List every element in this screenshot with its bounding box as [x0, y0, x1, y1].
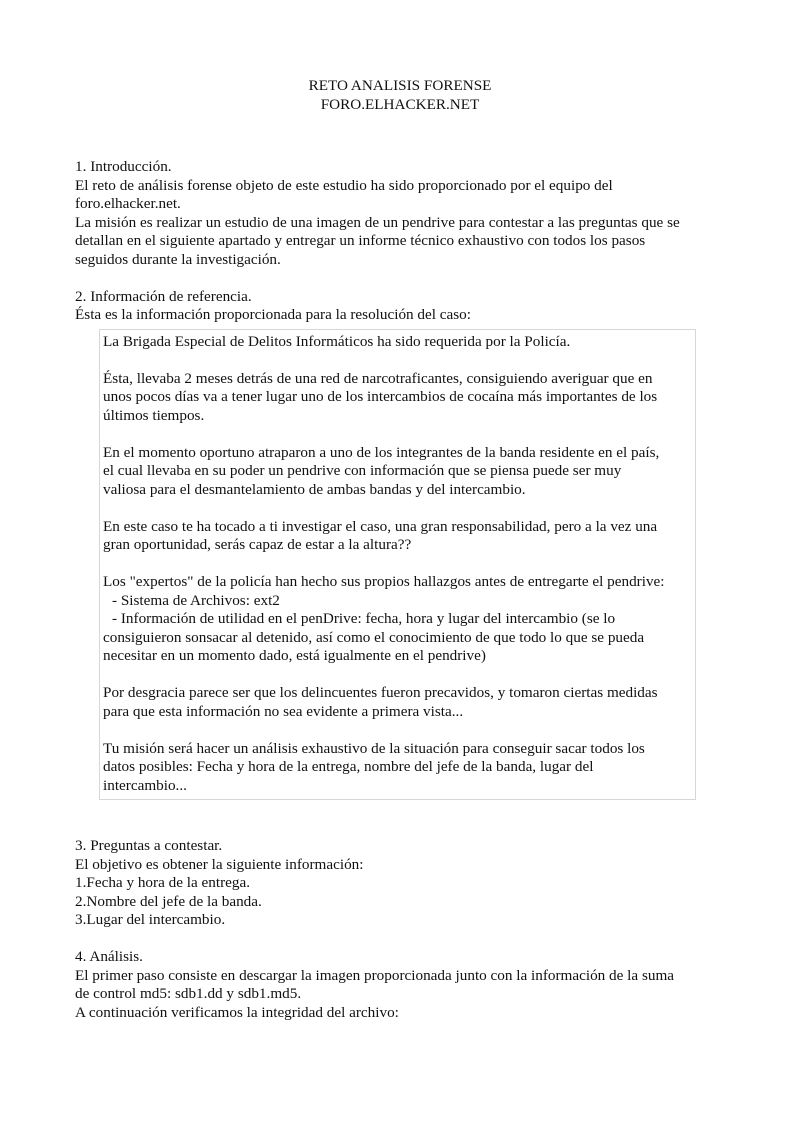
section-questions	[75, 837, 725, 930]
box-text-line: intercambio...	[103, 776, 187, 794]
title-line-1: RETO ANALISIS FORENSE	[308, 77, 492, 94]
box-text-line: últimos tiempos.	[103, 406, 205, 424]
box-text-line: En este caso te ha tocado a ti investigar el caso, una gran responsabilidad, pero a la vez una	[103, 517, 658, 535]
text-line: El reto de análisis forense objeto de este estudio ha sido proporcionado por el equipo del	[75, 176, 613, 194]
list-item: 1.Fecha y hora de la entrega.	[75, 874, 250, 891]
section-heading: 3. Preguntas a contestar.	[75, 837, 223, 854]
case-description-box	[99, 329, 696, 801]
box-text-line: gran oportunidad, serás capaz de estar a la altura??	[103, 536, 412, 553]
text-line: detallan en el siguiente apartado y entregar un informe técnico exhaustivo con todos los pasos	[75, 232, 646, 249]
text-line: foro.elhacker.net.	[75, 195, 181, 212]
section-reference	[75, 288, 725, 801]
list-item: 3.Lugar del intercambio.	[75, 911, 226, 928]
document-title	[75, 77, 725, 114]
section-heading: 2. Información de referencia.	[75, 287, 252, 305]
text-line: La misión es realizar un estudio de una imagen de un pendrive para contestar a las preguntas que se	[75, 213, 680, 231]
box-text-line: datos posibles: Fecha y hora de la entrega, nombre del jefe de la banda, lugar del	[103, 758, 594, 775]
box-text-line: - Información de utilidad en el penDrive: fecha, hora y lugar del intercambio (se lo	[112, 610, 616, 627]
box-text-line: Tu misión será hacer un análisis exhaustivo de la situación para conseguir sacar todos los	[103, 739, 645, 757]
box-text-line: el cual llevaba en su poder un pendrive con información que se piensa puede ser muy	[103, 462, 622, 479]
box-text-line: consiguieron sonsacar al detenido, así como el conocimiento de que todo lo que se pueda	[103, 628, 645, 646]
box-text-line: para que esta información no sea evidente a primera vista...	[103, 702, 464, 720]
document-page	[75, 77, 725, 1022]
title-line-2: FORO.ELHACKER.NET	[320, 95, 480, 113]
text-line: El objetivo es obtener la siguiente información:	[75, 855, 364, 873]
box-text-line: - Sistema de Archivos: ext2	[112, 591, 280, 609]
box-text-line: La Brigada Especial de Delitos Informáticos ha sido requerida por la Policía.	[103, 332, 571, 350]
box-text-line: valiosa para el desmantelamiento de ambas bandas y del intercambio.	[103, 480, 526, 498]
text-line: de control md5: sdb1.dd y sdb1.md5.	[75, 985, 302, 1002]
section-heading: 4. Análisis.	[75, 948, 143, 965]
box-text-line: Los "expertos" de la policía han hecho sus propios hallazgos antes de entregarte el pendrive:	[103, 573, 665, 590]
section-introduction	[75, 158, 725, 269]
box-text-line: necesitar en un momento dado, está igualmente en el pendrive)	[103, 647, 486, 664]
text-line: El primer paso consiste en descargar la imagen proporcionada junto con la información de la suma	[75, 966, 675, 984]
section-heading: 1. Introducción.	[75, 158, 172, 175]
box-text-line: unos pocos días va a tener lugar uno de los intercambios de cocaína más importantes de los	[103, 388, 658, 405]
text-line: A continuación verificamos la integridad del archivo:	[75, 1003, 399, 1021]
section-analysis	[75, 948, 725, 1022]
box-text-line: En el momento oportuno atraparon a uno de los integrantes de la banda residente en el país,	[103, 443, 660, 461]
box-text-line: Por desgracia parece ser que los delincuentes fueron precavidos, y tomaron ciertas medidas	[103, 684, 658, 701]
text-line: seguidos durante la investigación.	[75, 250, 281, 268]
list-item: 2.Nombre del jefe de la banda.	[75, 892, 262, 910]
text-line: Ésta es la información proporcionada para la resolución del caso:	[75, 306, 471, 323]
box-text-line: Ésta, llevaba 2 meses detrás de una red de narcotraficantes, consiguiendo averiguar que en	[103, 369, 653, 387]
